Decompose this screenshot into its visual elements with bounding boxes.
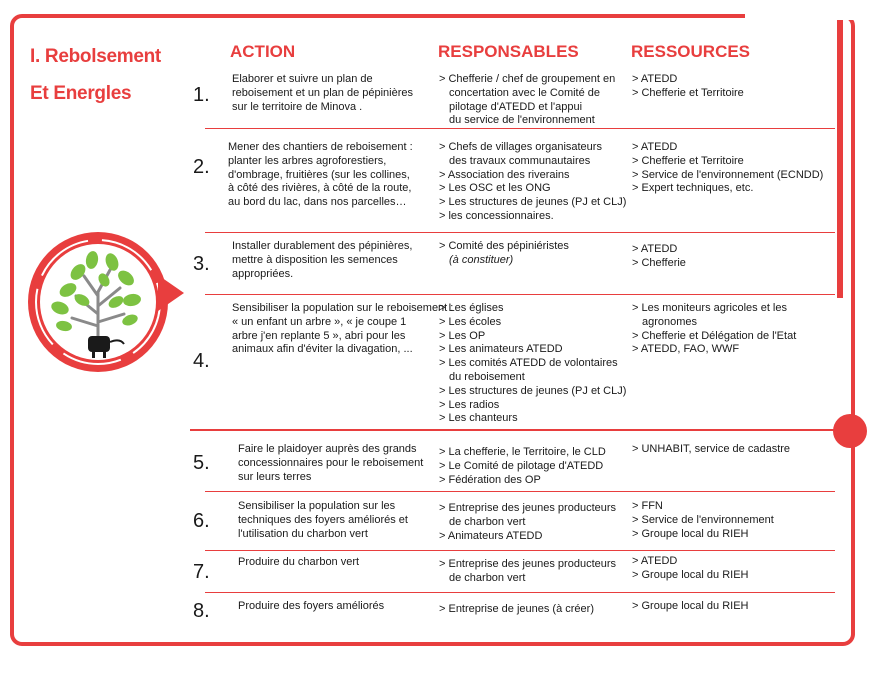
ressources-line: > ATEDD, FAO, WWF — [632, 343, 740, 356]
responsables-line: > Chefferie / chef de groupement en — [439, 73, 616, 85]
action-line: Produire des foyers améliorés — [238, 600, 385, 612]
responsables-line: > Fédération des OP — [439, 473, 541, 486]
responsables-line: > Les structures de jeunes (PJ et CLJ) — [439, 196, 627, 209]
ressources-line: agronomes — [642, 315, 698, 328]
responsables-line: > Les écoles — [439, 315, 502, 328]
action-line: sur leurs terres — [238, 470, 312, 483]
row-number: 3. — [193, 253, 210, 275]
section-title-line1: I. Rebolsement — [30, 46, 161, 67]
row-number: 7. — [193, 561, 210, 583]
ressources-line: > Service de l'environnement — [632, 513, 774, 526]
header-responsables: RESPONSABLES — [438, 42, 579, 61]
responsables-line: > Animateurs ATEDD — [439, 529, 543, 542]
action-line: arbre j'en replante 5 », abri pour les — [232, 329, 406, 342]
responsables-line: concertation avec le Comité de — [449, 86, 601, 99]
responsables-line: du reboisement — [449, 370, 525, 383]
responsables-line: > Le Comité de pilotage d'ATEDD — [439, 459, 604, 472]
row-5-action — [238, 443, 423, 484]
responsables-line: de charbon vert — [449, 515, 526, 528]
logo-pointer — [158, 275, 184, 311]
responsables-line: > Entreprise des jeunes producteurs — [439, 502, 617, 514]
section-title-line2: Et Energles — [30, 83, 132, 104]
action-line: concessionnaires pour le reboisement — [238, 456, 424, 469]
row-1-ressources — [632, 73, 744, 101]
red-dot — [833, 414, 867, 448]
row-7-action — [238, 556, 359, 570]
ressources-line: > FFN — [632, 500, 663, 512]
responsables-line: > Les OP — [439, 329, 486, 342]
row-5-responsables — [439, 446, 606, 487]
action-line: Elaborer et suivre un plan de — [232, 73, 373, 85]
header-action: ACTION — [230, 42, 296, 61]
ressources-line: > Expert techniques, etc. — [632, 182, 754, 195]
action-line: appropriées. — [232, 267, 294, 280]
responsables-line: (à constituer) — [449, 253, 514, 266]
row-6-ressources — [632, 500, 774, 541]
ressources-line: > Service de l'environnement (ECNDD) — [632, 168, 824, 181]
responsables-line: > Chefs de villages organisateurs — [439, 141, 602, 153]
action-line: Sensibiliser la population sur les — [238, 500, 396, 512]
responsables-line: > Comité des pépiniéristes — [439, 240, 569, 252]
row-number: 4. — [193, 350, 210, 372]
row-8-action — [238, 600, 384, 614]
responsables-line: > Les animateurs ATEDD — [439, 343, 563, 356]
responsables-line: > Les chanteurs — [439, 412, 518, 425]
responsables-line: du service de l'environnement — [449, 114, 595, 127]
row-2-responsables — [439, 141, 626, 224]
row-4-responsables — [439, 302, 626, 426]
action-line: Mener des chantiers de reboisement : — [228, 141, 413, 153]
responsables-line: > Entreprise des jeunes producteurs — [439, 558, 617, 570]
responsables-line: > Les églises — [439, 302, 504, 314]
ressources-line: > Chefferie et Territoire — [632, 154, 744, 167]
responsables-line: pilotage d'ATEDD et l'appui — [449, 100, 583, 113]
action-line: reboisement et un plan de pépinières — [232, 86, 414, 99]
row-4-ressources — [632, 302, 796, 357]
row-6-responsables — [439, 502, 616, 543]
row-1-responsables — [439, 73, 615, 128]
action-line: Sensibiliser la population sur le reboisement : — [232, 302, 454, 314]
responsables-line: > Les radios — [439, 398, 500, 411]
ressources-line: > ATEDD — [632, 73, 678, 85]
row-3-action — [232, 240, 412, 281]
action-line: Installer durablement des pépinières, — [232, 240, 413, 252]
row-4-action — [232, 302, 453, 357]
row-7-responsables — [439, 558, 616, 586]
responsables-line: > Association des riverains — [439, 168, 570, 181]
action-line: au bord du lac, dans nos parcelles… — [228, 196, 407, 209]
action-line: sur le territoire de Minova . — [232, 100, 363, 113]
header-ressources: RESSOURCES — [631, 42, 751, 61]
responsables-line: > Les OSC et les ONG — [439, 182, 551, 195]
row-number: 5. — [193, 452, 210, 474]
ressources-line: > Groupe local du RIEH — [632, 600, 749, 612]
ressources-line: > Chefferie et Territoire — [632, 86, 744, 99]
row-number: 1. — [193, 84, 210, 106]
action-line: planter les arbres agroforestiers, — [228, 154, 387, 167]
ressources-line: > ATEDD — [632, 555, 678, 567]
ressources-line: > ATEDD — [632, 243, 678, 255]
row-2-ressources — [632, 141, 823, 196]
responsables-line: > La chefferie, le Territoire, le CLD — [439, 446, 606, 458]
responsables-line: de charbon vert — [449, 571, 526, 584]
action-line: d'ombrage, fruitières (sur les collines, — [228, 168, 410, 181]
row-number: 2. — [193, 156, 210, 178]
row-8-ressources — [632, 600, 748, 614]
row-1-action — [232, 73, 413, 114]
side-tab — [837, 20, 843, 298]
ressources-line: > Les moniteurs agricoles et les — [632, 302, 787, 314]
responsables-line: des travaux communautaires — [449, 154, 591, 167]
row-number: 8. — [193, 600, 210, 622]
responsables-line: > Les comités ATEDD de volontaires — [439, 357, 618, 370]
row-number: 6. — [193, 510, 210, 532]
ressources-line: > UNHABIT, service de cadastre — [632, 443, 791, 455]
row-2-action — [228, 141, 413, 210]
ressources-line: > Chefferie — [632, 256, 686, 269]
action-line: « un enfant un arbre », « je coupe 1 — [232, 315, 407, 328]
action-line: l'utilisation du charbon vert — [238, 527, 368, 540]
ressources-line: > ATEDD — [632, 141, 678, 153]
row-8-responsables — [439, 603, 594, 617]
ressources-line: > Chefferie et Délégation de l'Etat — [632, 329, 797, 342]
responsables-line: > les concessionnaires. — [439, 209, 554, 222]
action-line: Produire du charbon vert — [238, 556, 360, 568]
action-line: à côté des rivières, à côté de la route, — [228, 182, 412, 195]
separator-line — [190, 429, 835, 431]
row-5-ressources — [632, 443, 790, 457]
responsables-line: > Entreprise de jeunes (à créer) — [439, 603, 594, 615]
responsables-line: > Les structures de jeunes (PJ et CLJ) — [439, 384, 627, 397]
action-line: mettre à disposition les semences — [232, 253, 398, 266]
row-3-responsables — [439, 240, 569, 268]
row-6-action — [238, 500, 408, 541]
ressources-line: > Groupe local du RIEH — [632, 527, 749, 540]
action-line: Faire le plaidoyer auprès des grands — [238, 443, 417, 455]
action-line: animaux afin d'éviter la divagation, ... — [232, 343, 413, 356]
action-line: techniques des foyers améliorés et — [238, 513, 408, 526]
row-3-ressources — [632, 243, 686, 271]
row-7-ressources — [632, 555, 748, 583]
ressources-line: > Groupe local du RIEH — [632, 568, 749, 581]
